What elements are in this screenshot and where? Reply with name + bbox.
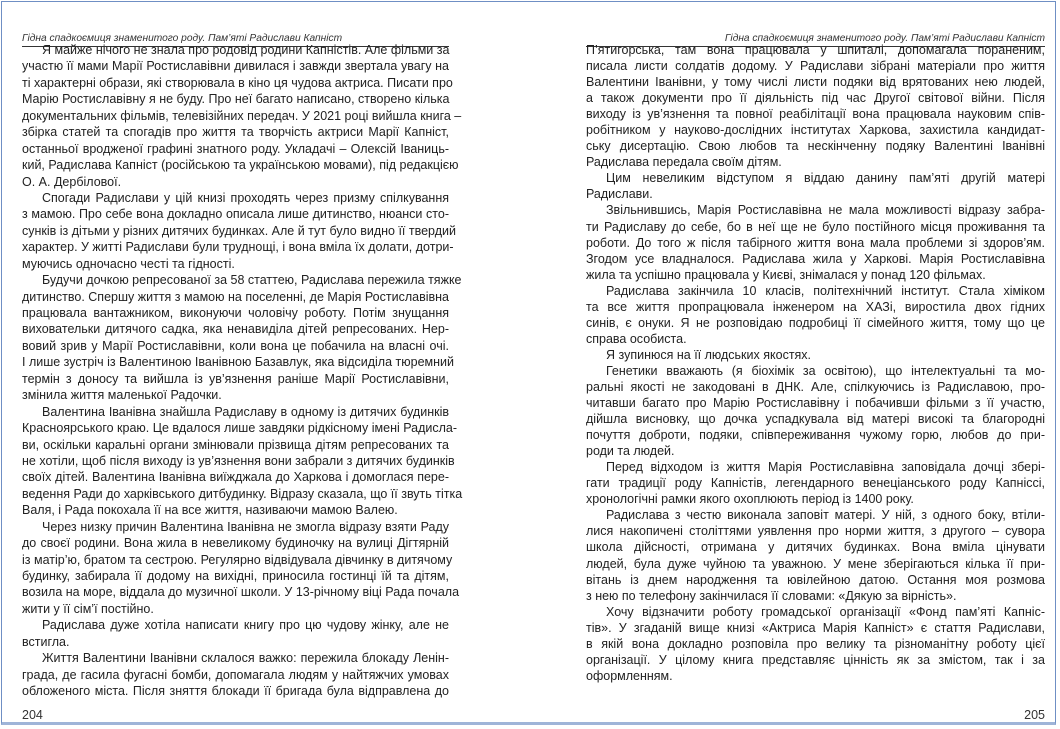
paragraph (22, 190, 456, 272)
text-line: Радислава дуже хотіла написати книгу про цю чудову жінку, але не (42, 618, 449, 633)
text-line: Через низку причин Валентина Іванівна не змогла відразу взяти Раду (42, 519, 449, 534)
text-line: людей, була дуже чуйною та уважною. У мене зберігаються кілька її при- (586, 556, 1045, 571)
paragraph (586, 459, 1045, 507)
paragraph (586, 202, 1045, 282)
text-line: І лише зустріч із Валентиною Іванівною Базавлук, яка відсиділа тюремний (22, 355, 454, 370)
text-line: лися накопичені століттями уявлення про норми життя, з другого – сувора (586, 524, 1045, 539)
paragraph (22, 617, 449, 650)
text-line: з нею по телефону закінчилася її словами: «Дякую за вірність». (586, 588, 957, 603)
text-line: Радислава з честю виконала заповіт матері. У ній, з одного боку, втіли- (606, 508, 1045, 523)
text-line: читавши багато про Марію Ростиславівну і побачивши фільми з її участю, (586, 396, 1045, 411)
text-line: ведення Ради до харківського дитбудинку. Відразу сказала, що її звуть тітка (22, 486, 463, 501)
page-body (586, 42, 1045, 684)
text-line: О. А. Дербілової. (22, 174, 122, 189)
paragraph (22, 42, 462, 190)
text-line: Хочу відзначити роботу громадської організації «Фонд пам’яті Капніс- (606, 604, 1045, 619)
text-line: града, де гасила фугасні бомби, допомагала людям у найтяжчих умовах (22, 667, 449, 682)
text-line: Перед відходом із життя Марія Ростиславівна заповідала дочці збері- (606, 460, 1045, 475)
text-line: кий, Радислава Капніст (російською та українською мовами), під редакцією (22, 158, 459, 173)
text-line: Згодом усе владналося. Радислава жила у Харкові. Марія Ростиславівна (586, 251, 1045, 266)
text-line: виховательки дитячого садка, яка ненавиділа дітей репресованих. Нер- (22, 322, 449, 337)
text-line: справа особиста. (586, 331, 687, 346)
paragraph (22, 404, 463, 519)
text-line: ральні якості не закодовані в ДНК. Але, спілкуючись із Радиславою, про- (586, 379, 1045, 394)
text-line: документальних фільмів, телевізійних передач. У 2021 році вийшла книга – (22, 108, 462, 123)
text-line: Радислава передала своїм дітям. (586, 155, 782, 170)
paragraph (586, 42, 1045, 170)
text-line: Валентини Іванівни, у тому числі листи подяки від врятованих нею людей, (586, 75, 1045, 90)
text-line: в якій вона докладно розповіла про велику та різноманітну роботу цієї (586, 636, 1045, 651)
text-line: ті характерні образи, які створювала в кіно ця чудова актриса. Писати про (22, 75, 453, 90)
running-header: Гідна спадкоємиця знаменитого роду. Пам’яті Радислави Капніст (22, 33, 449, 47)
text-line: сунків із дітьми у різних дитячих будинках. Але й тут було видно її твердий (22, 223, 456, 238)
text-line: П’ятигорська, там вона працювала у шпиталі, допомагала пораненим, (586, 43, 1045, 57)
page-body (22, 42, 463, 700)
text-line: та все життя пропрацювала інженером на ХАЗі, виростила двох гідних (586, 299, 1045, 314)
paragraph (586, 507, 1045, 603)
page-number: 205 (1024, 708, 1045, 722)
text-line: Генетики вважають (я біохімік за освітою), що інтелектуальні та мо- (606, 363, 1045, 378)
text-line: Життя Валентини Іванівни склалося важко: пережила блокаду Ленін- (42, 651, 449, 666)
text-line: Звільнившись, Марія Ростиславівна не мала можливості відразу забра- (606, 203, 1045, 218)
text-line: встигла. (22, 634, 70, 649)
text-line: Марію Ростиславівну я не буду. Про неї багато написано, створено кілька (22, 92, 450, 107)
text-line: із матір’ю, братом та сестрою. Регулярно відвідувала дівчинку в дитячому (22, 552, 453, 567)
text-line: возила на море, віддала до музичної школи. У 13-річному віці Рада почала (22, 585, 460, 600)
text-line: робітником у науково-дослідних інститутах Харкова, захистила кандидат- (586, 123, 1045, 138)
text-line: Валя, і Рада покохала її на все життя, називаючи мамою Валею. (22, 503, 398, 518)
page-number: 204 (22, 708, 43, 722)
text-line: Красноярського краю. Це вдалося лише завдяки рідкісному імені Радисла- (22, 421, 458, 436)
text-line: Я зупинюся на її людських якостях. (606, 347, 812, 362)
text-line: Радислави. (586, 187, 653, 202)
text-line: хронологічні рамки якого охоплюють період із 1400 року. (586, 492, 914, 507)
text-line: змінила життя маленької Радочки. (22, 388, 222, 403)
paragraph (22, 519, 460, 618)
text-line: вовий зрив у Марії Ростиславівни, коли вона це побачила на власні очі. (22, 338, 449, 353)
paragraph (586, 283, 1045, 347)
text-line: роботи. До того ж після табірного життя вона мала проблеми зі здоров’ям. (586, 235, 1045, 250)
text-line: дитинство. Спершу життя з мамою на поселенні, де Марія Ростиславівна (22, 289, 449, 304)
text-line: гати традиції роду Капністів, легендарного венеціанського роду Капніссі, (586, 476, 1045, 491)
text-line: участю її мами Марії Ростиславівни дивилася і завжди звертала увагу на (22, 59, 449, 74)
text-line: дійшла висновку, що дочка успадкувала від матері високі та благородні (586, 412, 1045, 427)
text-line: писала листи солдатів додому. У Радислави зібрані матеріали про життя (586, 59, 1045, 74)
text-line: оформленням. (586, 668, 673, 683)
text-line: останньої вродженої графині знатного роду. Укладачі – Олексій Іваниць- (22, 141, 449, 156)
text-line: організації. У цілому книга представляє цінність як за змістом, так і за (586, 652, 1045, 667)
paragraph (22, 272, 462, 404)
text-line: муючись одночасно честі та гідності. (22, 256, 235, 271)
paragraph (586, 604, 1045, 684)
text-line: синів, є онуки. Я не розповідаю подробиці її сімейного життя, тому що це (586, 315, 1045, 330)
text-line: будинку, забирала її додому на вихідні, приносила гостинці їй та дітям, (22, 569, 449, 583)
text-line: Радислава закінчила 10 класів, політехнічний інститут. Стала хіміком (606, 283, 1045, 298)
text-line: ти Радиславу до себе, бо в неї ще не було постійного місця проживання та (586, 219, 1045, 234)
text-line: Я майже нічого не знала про родовід родини Капністів. Але фільми за (42, 43, 450, 57)
text-line: жила та успішно працювала у Києві, знімалася у понад 120 фільмах. (586, 267, 986, 282)
paragraph (586, 170, 1045, 202)
text-line: а також документи про її діяльність під час Другої світової війни. Після (586, 91, 1045, 106)
text-line: характер. У житті Радислави були труднощі, і вона вміла їх долати, дотри- (22, 240, 454, 255)
text-line: збірка статей та спогадів про життя та творчість актриси Марії Капніст, (22, 125, 449, 140)
text-line: почуття доброти, подяки, співпереживання чужому горю, любов до при- (586, 428, 1045, 443)
text-line: з мамою. Про себе вона докладно описала лише дитинство, нюанси сто- (22, 207, 449, 222)
text-line: не хотіли, щоб після виходу із ув’язнення вони забрали з дитячих будинків (22, 453, 455, 468)
text-line: Будучи дочкою репресованої за 58 статтею, Радислава пережила тяжке (42, 273, 462, 288)
text-line: термін з доносу та вийшла із ув’язнення раніше Марії Ростиславівни, (22, 371, 449, 386)
text-line: жити у її сім’ї постійно. (22, 601, 154, 616)
text-line: до своєї родини. Вона жила в невеликому будиночку на вулиці Дігтярній (22, 536, 449, 551)
text-line: ви, оскільки каральні органи змінювали прізвища дітям репресованих та (22, 437, 449, 452)
text-line: вітань із днем народження та ювілейною датою. Остання моя розмова (586, 572, 1045, 587)
text-line: школа дійсності, отримана у дитячих будинках. Вона вміла цінувати (586, 540, 1045, 555)
text-line: Цим невеликим відступом я віддаю данину пам’яті другій матері (606, 171, 1045, 186)
text-line: працювала вантажником, виконуючи чоловічу роботу. Потім знущання (22, 306, 449, 320)
paragraph (22, 650, 449, 699)
paragraph (586, 347, 1045, 363)
text-line: роди та людей. (586, 444, 675, 459)
text-line: тів». У згаданій вище книзі «Актриса Марія Капніст» є стаття Радислави, (586, 620, 1045, 635)
text-line: Валентина Іванівна знайшла Радиславу в одному із дитячих будинків (42, 404, 449, 419)
text-line: ську дисертацію. Свою любов та нескінченну подяку Валентині Іванівні (586, 139, 1045, 154)
text-line: обложеного міста. Після зняття блокади її бригада була відправлена до (22, 684, 449, 699)
running-header: Гідна спадкоємиця знаменитого роду. Пам’яті Радислави Капніст (586, 33, 1045, 47)
text-line: своїх дітей. Валентина Іванівна виїжджала до Харкова і домоглася пере- (22, 470, 449, 485)
text-line: Спогади Радислави у цій книзі проходять через призму спілкування (42, 190, 449, 205)
paragraph (586, 363, 1045, 459)
text-line: виходу із ув’язнення та повної реабілітації вона працювала науковим спів- (586, 107, 1045, 122)
